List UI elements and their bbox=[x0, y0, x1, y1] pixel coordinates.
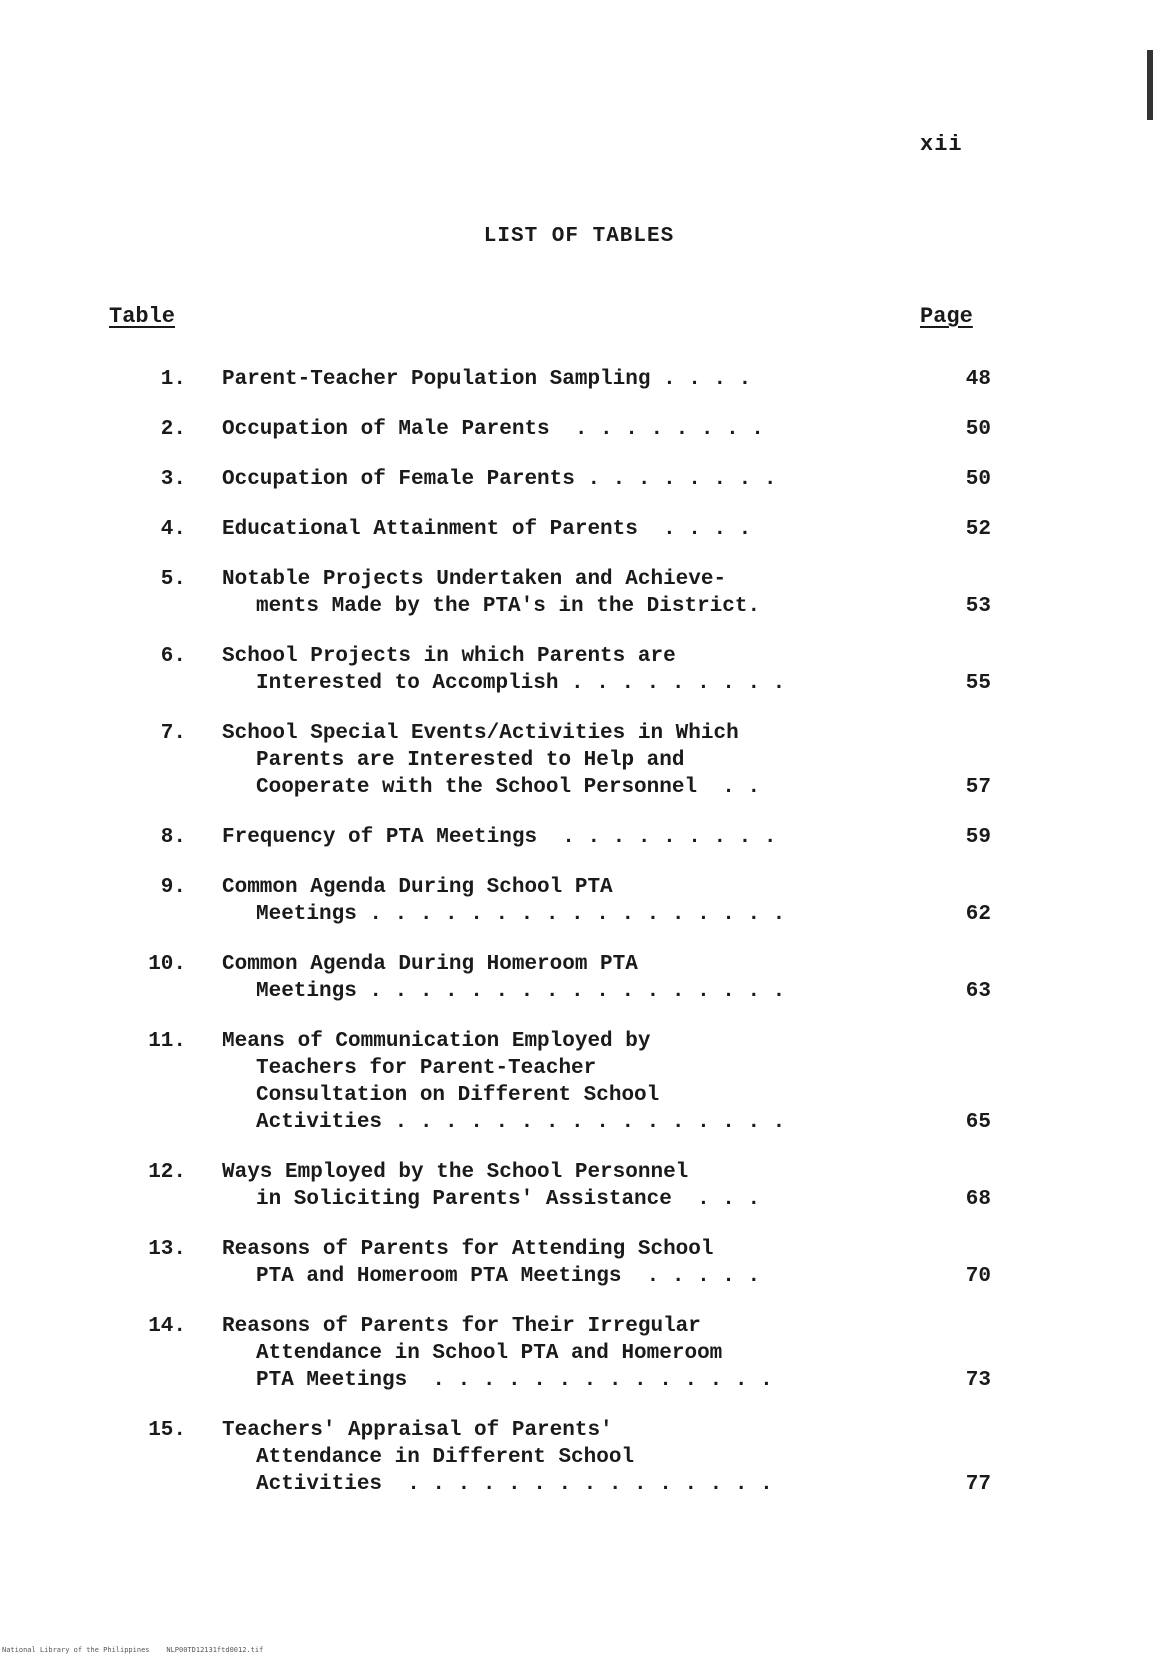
table-title-line: Consultation on Different School bbox=[256, 1084, 660, 1107]
table-title-line: Meetings . . . . . . . . . . . . . . . . . bbox=[256, 903, 786, 926]
list-item bbox=[0, 416, 1153, 443]
page-reference: 50 bbox=[965, 418, 991, 441]
table-title bbox=[222, 824, 912, 851]
table-title-line: Teachers for Parent-Teacher bbox=[256, 1057, 597, 1080]
table-title bbox=[222, 643, 912, 697]
table-number: 3. bbox=[160, 468, 186, 491]
table-title-line: Ways Employed by the School Personnel bbox=[222, 1161, 689, 1184]
table-number: 10. bbox=[148, 953, 186, 976]
table-number: 14. bbox=[148, 1315, 186, 1338]
table-number: 12. bbox=[148, 1161, 186, 1184]
table-title-line: PTA Meetings . . . . . . . . . . . . . . bbox=[256, 1369, 773, 1392]
table-number: 13. bbox=[148, 1238, 186, 1261]
table-title bbox=[222, 720, 912, 801]
page-column-header: Page bbox=[920, 304, 973, 329]
table-title-line: Occupation of Female Parents . . . . . . . . bbox=[222, 468, 777, 491]
table-title-line: Occupation of Male Parents . . . . . . . . bbox=[222, 418, 764, 441]
list-item bbox=[0, 366, 1153, 393]
table-title bbox=[222, 566, 912, 620]
table-title bbox=[222, 1028, 912, 1136]
table-title-line: School Special Events/Activities in Which bbox=[222, 722, 739, 745]
list-item bbox=[0, 1159, 1153, 1213]
table-number: 7. bbox=[160, 722, 186, 745]
page-reference: 57 bbox=[965, 776, 991, 799]
table-number: 1. bbox=[160, 368, 186, 391]
table-title bbox=[222, 1313, 912, 1394]
page-reference: 68 bbox=[965, 1188, 991, 1211]
table-title-line: Reasons of Parents for Their Irregular bbox=[222, 1315, 701, 1338]
page-reference: 73 bbox=[965, 1369, 991, 1392]
page-reference: 77 bbox=[965, 1473, 991, 1496]
page-reference: 65 bbox=[965, 1111, 991, 1134]
table-title bbox=[222, 951, 912, 1005]
page-reference: 62 bbox=[965, 903, 991, 926]
table-title-line: ments Made by the PTA's in the District. bbox=[256, 595, 761, 618]
page-reference: 48 bbox=[965, 368, 991, 391]
page-number: xii bbox=[920, 132, 963, 157]
table-number: 15. bbox=[148, 1419, 186, 1442]
list-item bbox=[0, 566, 1153, 620]
table-title-line: Parents are Interested to Help and bbox=[256, 749, 685, 772]
table-number: 5. bbox=[160, 568, 186, 591]
table-column-header: Table bbox=[109, 304, 176, 329]
table-title bbox=[222, 1159, 912, 1213]
table-title-line: Attendance in Different School bbox=[256, 1446, 635, 1469]
table-title-line: Notable Projects Undertaken and Achieve- bbox=[222, 568, 727, 591]
table-title bbox=[222, 1417, 912, 1498]
table-title-line: Parent-Teacher Population Sampling . . . . bbox=[222, 368, 752, 391]
table-title-line: Educational Attainment of Parents . . . . bbox=[222, 518, 752, 541]
table-title-line: Common Agenda During School PTA bbox=[222, 876, 613, 899]
page-reference: 59 bbox=[965, 826, 991, 849]
list-item bbox=[0, 466, 1153, 493]
list-item bbox=[0, 516, 1153, 543]
table-list bbox=[0, 366, 1153, 1521]
table-title bbox=[222, 466, 912, 493]
list-item bbox=[0, 643, 1153, 697]
table-title-line: Activities . . . . . . . . . . . . . . . bbox=[256, 1473, 773, 1496]
table-number: 2. bbox=[160, 418, 186, 441]
table-number: 4. bbox=[160, 518, 186, 541]
table-title-line: in Soliciting Parents' Assistance . . . bbox=[256, 1188, 761, 1211]
list-item bbox=[0, 1236, 1153, 1290]
table-title-line: Reasons of Parents for Attending School bbox=[222, 1238, 714, 1261]
table-title-line: Attendance in School PTA and Homeroom bbox=[256, 1342, 723, 1365]
page-reference: 50 bbox=[965, 468, 991, 491]
table-title-line: Cooperate with the School Personnel . . bbox=[256, 776, 761, 799]
table-number: 8. bbox=[160, 826, 186, 849]
page-title: LIST OF TABLES bbox=[483, 225, 675, 248]
page-reference: 63 bbox=[965, 980, 991, 1003]
table-number: 6. bbox=[160, 645, 186, 668]
list-item bbox=[0, 1313, 1153, 1394]
table-title-line: Activities . . . . . . . . . . . . . . . . bbox=[256, 1111, 786, 1134]
page-reference: 55 bbox=[965, 672, 991, 695]
table-number: 11. bbox=[148, 1030, 186, 1053]
list-item bbox=[0, 1417, 1153, 1498]
table-title bbox=[222, 366, 912, 393]
table-title-line: Teachers' Appraisal of Parents' bbox=[222, 1419, 613, 1442]
list-item bbox=[0, 720, 1153, 801]
table-title-line: School Projects in which Parents are bbox=[222, 645, 676, 668]
list-item bbox=[0, 874, 1153, 928]
page-reference: 70 bbox=[965, 1265, 991, 1288]
page-reference: 53 bbox=[965, 595, 991, 618]
table-title bbox=[222, 516, 912, 543]
table-title-line: Common Agenda During Homeroom PTA bbox=[222, 953, 638, 976]
table-title bbox=[222, 416, 912, 443]
scan-edge-mark bbox=[1147, 50, 1153, 120]
table-title-line: Frequency of PTA Meetings . . . . . . . . . bbox=[222, 826, 777, 849]
table-title-line: Interested to Accomplish . . . . . . . . . bbox=[256, 672, 786, 695]
list-item bbox=[0, 1028, 1153, 1136]
table-title-line: Meetings . . . . . . . . . . . . . . . . . bbox=[256, 980, 786, 1003]
page-reference: 52 bbox=[965, 518, 991, 541]
table-title-line: Means of Communication Employed by bbox=[222, 1030, 651, 1053]
table-title bbox=[222, 874, 912, 928]
table-title bbox=[222, 1236, 912, 1290]
list-item bbox=[0, 824, 1153, 851]
scan-footer: National Library of the Philippines NLP00TD12131ftd0012.tif bbox=[2, 1646, 264, 1654]
list-item bbox=[0, 951, 1153, 1005]
table-number: 9. bbox=[160, 876, 186, 899]
table-title-line: PTA and Homeroom PTA Meetings . . . . . bbox=[256, 1265, 761, 1288]
